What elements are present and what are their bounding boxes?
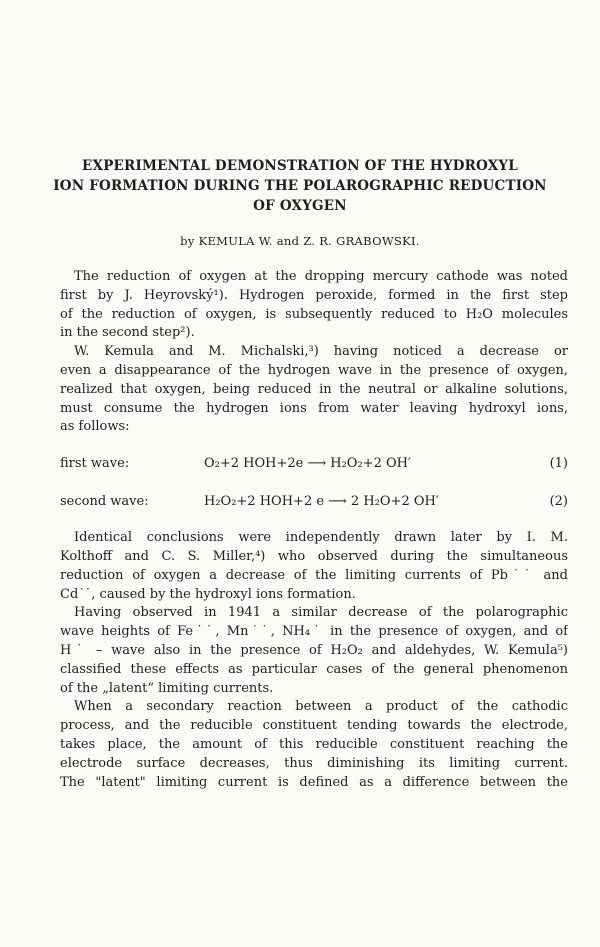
text-line: Kolthoff and C. S. Miller,⁴) who observed during the simultaneous: [60, 548, 568, 564]
title-line-2: ION FORMATION DURING THE POLAROGRAPHIC REDUCTION: [53, 178, 547, 194]
text-line: of the „latent“ limiting currents.: [60, 680, 274, 696]
text-line: in the second step²).: [60, 325, 195, 341]
text-line: The reduction of oxygen at the dropping mercury cathode was noted: [74, 269, 568, 284]
paragraph-1: [60, 268, 568, 343]
article-title: [40, 156, 560, 216]
title-line-3: OF OXYGEN: [253, 198, 347, 214]
paragraph-3: [60, 529, 568, 604]
equation-expression: H₂O₂+2 HOH+2 e ⟶ 2 H₂O+2 OH′: [204, 494, 439, 510]
text-line: realized that oxygen, being reduced in the neutral or alkaline solutions,: [60, 381, 568, 397]
text-line: Cd˙˙, caused by the hydroxyl ions formation.: [60, 586, 356, 602]
equation-2: [60, 491, 568, 513]
equation-label: second wave:: [60, 494, 149, 510]
paragraph-4: [60, 604, 568, 698]
text-line: of the reduction of oxygen, is subsequently reduced to H₂O molecules: [60, 306, 568, 322]
equation-number: (1): [549, 456, 568, 472]
text-line: takes place, the amount of this reducible constituent reaching the: [60, 736, 568, 752]
text-line: even a disappearance of the hydrogen wave in the presence of oxygen,: [60, 362, 568, 378]
equation-label: first wave:: [60, 456, 130, 472]
text-line: Having observed in 1941 a similar decrease of the polarographic: [74, 605, 568, 621]
paragraph-5: [60, 698, 568, 792]
text-line: first by J. Heyrovský¹). Hydrogen peroxide, formed in the first step: [60, 287, 568, 303]
paragraph-2: [60, 343, 568, 437]
authors-line: by KEMULA W. and Z. R. GRABOWSKI.: [180, 234, 420, 248]
title-line-1: EXPERIMENTAL DEMONSTRATION OF THE HYDROXYL: [82, 158, 518, 174]
text-line: electrode surface decreases, thus diminishing its limiting current.: [60, 755, 568, 771]
equation-expression: O₂+2 HOH+2e ⟶ H₂O₂+2 OH′: [204, 456, 411, 472]
article-body: [60, 268, 568, 792]
text-line: as follows:: [60, 419, 130, 435]
text-line: process, and the reducible constituent tending towards the electrode,: [60, 718, 568, 734]
equation-number: (2): [549, 494, 568, 510]
text-line: classified these effects as particular cases of the general phenomenon: [60, 661, 568, 677]
text-line: W. Kemula and M. Michalski,³) having noticed a decrease or: [74, 344, 568, 360]
text-line: The "latent" limiting current is defined as a difference between the: [60, 774, 568, 790]
text-line: reduction of oxygen a decrease of the limiting currents of Pb˙˙ and: [60, 567, 568, 583]
text-line: wave heights of Fe˙˙, Mn˙˙, NH₄˙ in the presence of oxygen, and of: [60, 624, 568, 640]
text-line: Identical conclusions were independently drawn later by I. M.: [74, 530, 568, 546]
text-line: H˙ – wave also in the presence of H₂O₂ and aldehydes, W. Kemula⁵): [60, 642, 568, 658]
text-line: must consume the hydrogen ions from water leaving hydroxyl ions,: [60, 400, 568, 416]
text-line: When a secondary reaction between a product of the cathodic: [74, 699, 568, 715]
equation-1: [60, 453, 568, 475]
